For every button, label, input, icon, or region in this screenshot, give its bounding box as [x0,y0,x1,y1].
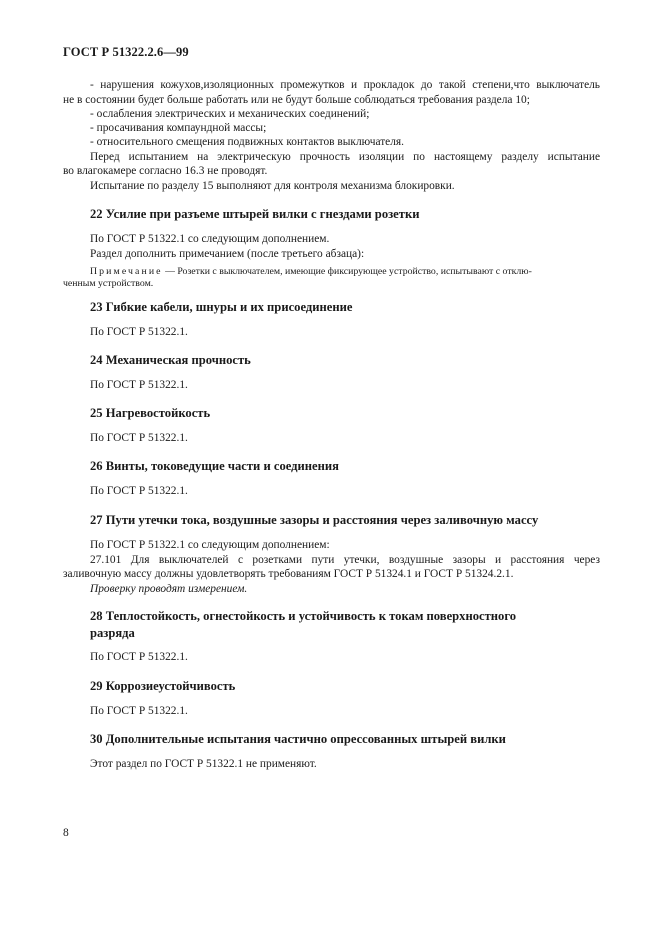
intro-line-6: Перед испытанием на электрическую прочность изоляции по настоящему разделу испытание [90,151,600,163]
section-22-text-2: Раздел дополнить примечанием (после третьего абзаца): [90,248,365,260]
intro-line-4: - просачивания компаундной массы; [90,122,267,134]
section-27-text-3: Проверку проводят измерением. [90,583,248,595]
document-header: ГОСТ Р 51322.2.6—99 [63,45,189,59]
section-25-text: По ГОСТ Р 51322.1. [90,432,188,444]
section-24-text: По ГОСТ Р 51322.1. [90,379,188,391]
section-27-text-2a: 27.101 Для выключателей с розетками пути утечки, воздушные зазоры и расстояния через [90,554,600,566]
intro-line-3: - ослабления электрических и механических соединений; [90,108,370,120]
intro-line-1: - нарушения кожухов,изоляционных промежутков и прокладок до такой степени,что выключатель [90,79,600,91]
section-27-text-1: По ГОСТ Р 51322.1 со следующим дополнением: [90,539,330,551]
section-28-text: По ГОСТ Р 51322.1. [90,651,188,663]
section-28-heading-line-1: 28 Теплостойкость, огнестойкость и устойчивость к токам поверхностного [90,609,517,623]
section-30-heading: 30 Дополнительные испытания частично опрессованных штырей вилки [90,732,506,746]
page-number: 8 [63,827,69,839]
note-text: — Розетки с выключателем, имеющие фиксирующее устройство, испытывают с отклю- [162,266,532,277]
section-27-heading: 27 Пути утечки тока, воздушные зазоры и расстояния через заливочную массу [90,513,539,527]
section-24-heading: 24 Механическая прочность [90,353,251,367]
note-label: Примечание [90,266,163,277]
intro-line-7: во влагокамере согласно 16.3 не проводят. [63,165,268,177]
section-22-note-line-1 [90,265,532,278]
section-23-text: По ГОСТ Р 51322.1. [90,326,188,338]
section-26-text: По ГОСТ Р 51322.1. [90,485,188,497]
section-29-heading: 29 Коррозиеустойчивость [90,679,236,693]
section-28-heading-line-2: разряда [90,626,135,640]
intro-line-5: - относительного смещения подвижных контактов выключателя. [90,136,405,148]
section-25-heading: 25 Нагревостойкость [90,406,211,420]
section-22-note-line-2: ченным устройством. [63,278,154,289]
section-22-text-1: По ГОСТ Р 51322.1 со следующим дополнением. [90,233,330,245]
intro-line-8: Испытание по разделу 15 выполняют для контроля механизма блокировки. [90,180,455,192]
section-23-heading: 23 Гибкие кабели, шнуры и их присоединение [90,300,353,314]
section-27-text-2b: заливочную массу должны удовлетворять требованиям ГОСТ Р 51324.1 и ГОСТ Р 51324.2.1. [63,568,514,580]
section-29-text: По ГОСТ Р 51322.1. [90,705,188,717]
section-22-heading: 22 Усилие при разъеме штырей вилки с гнездами розетки [90,207,420,221]
section-26-heading: 26 Винты, токоведущие части и соединения [90,459,339,473]
intro-line-2: не в состоянии будет больше работать или не будут больше соблюдаться требования раздела 10; [63,94,530,106]
section-30-text: Этот раздел по ГОСТ Р 51322.1 не применяют. [90,758,317,770]
